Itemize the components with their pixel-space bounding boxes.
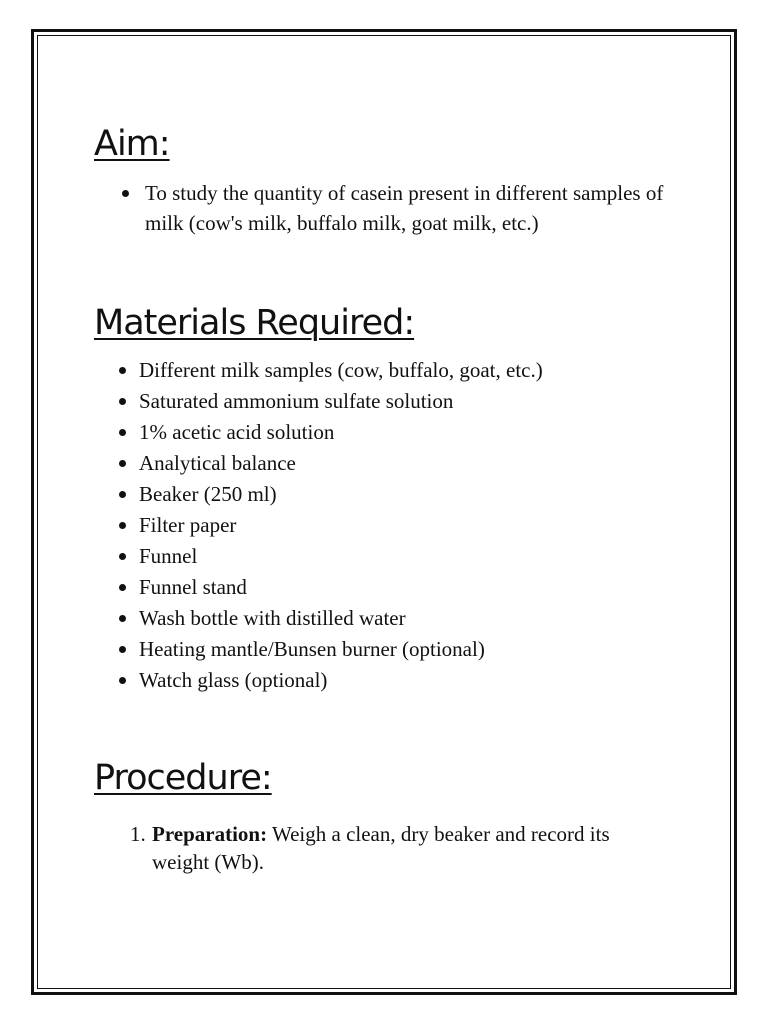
aim-heading: Aim: xyxy=(94,124,170,164)
procedure-list xyxy=(130,820,670,876)
bullet-icon xyxy=(119,522,126,529)
bullet-icon xyxy=(119,398,126,405)
materials-item-text: Different milk samples (cow, buffalo, goat, etc.) xyxy=(139,358,543,382)
materials-item-text: Wash bottle with distilled water xyxy=(139,606,406,630)
materials-list-item xyxy=(114,479,674,510)
bullet-icon xyxy=(119,429,126,436)
materials-item-text: Filter paper xyxy=(139,513,237,537)
step-label: Preparation: xyxy=(152,822,268,846)
materials-item-text: Saturated ammonium sulfate solution xyxy=(139,389,454,413)
materials-list xyxy=(114,355,674,696)
materials-item-text: 1% acetic acid solution xyxy=(139,420,335,444)
materials-item-text: Heating mantle/Bunsen burner (optional) xyxy=(139,637,485,661)
bullet-icon xyxy=(119,646,126,653)
bullet-icon xyxy=(119,584,126,591)
bullet-icon xyxy=(119,615,126,622)
materials-list-item xyxy=(114,510,674,541)
materials-item-text: Watch glass (optional) xyxy=(139,668,328,692)
materials-list-item xyxy=(114,417,674,448)
materials-list-item xyxy=(114,448,674,479)
materials-heading: Materials Required: xyxy=(94,303,415,343)
materials-item-text: Funnel xyxy=(139,544,198,568)
procedure-step xyxy=(130,820,670,876)
bullet-icon xyxy=(122,190,129,197)
bullet-icon xyxy=(119,553,126,560)
materials-list-item xyxy=(114,572,674,603)
materials-list-item xyxy=(114,541,674,572)
step-text: Weigh a clean, dry beaker and record its weight (Wb). xyxy=(152,822,610,874)
aim-list xyxy=(118,178,678,238)
aim-item-text: To study the quantity of casein present in different samples of milk (cow's milk, buffalo milk, goat milk, etc.) xyxy=(145,181,664,235)
materials-item-text: Beaker (250 ml) xyxy=(139,482,277,506)
step-number: 1. xyxy=(130,822,146,846)
materials-list-item xyxy=(114,355,674,386)
bullet-icon xyxy=(119,677,126,684)
aim-list-item xyxy=(118,178,678,238)
materials-item-text: Analytical balance xyxy=(139,451,296,475)
materials-list-item xyxy=(114,665,674,696)
materials-list-item xyxy=(114,634,674,665)
materials-item-text: Funnel stand xyxy=(139,575,247,599)
materials-list-item xyxy=(114,386,674,417)
bullet-icon xyxy=(119,367,126,374)
procedure-heading: Procedure: xyxy=(94,758,272,798)
materials-list-item xyxy=(114,603,674,634)
bullet-icon xyxy=(119,460,126,467)
bullet-icon xyxy=(119,491,126,498)
